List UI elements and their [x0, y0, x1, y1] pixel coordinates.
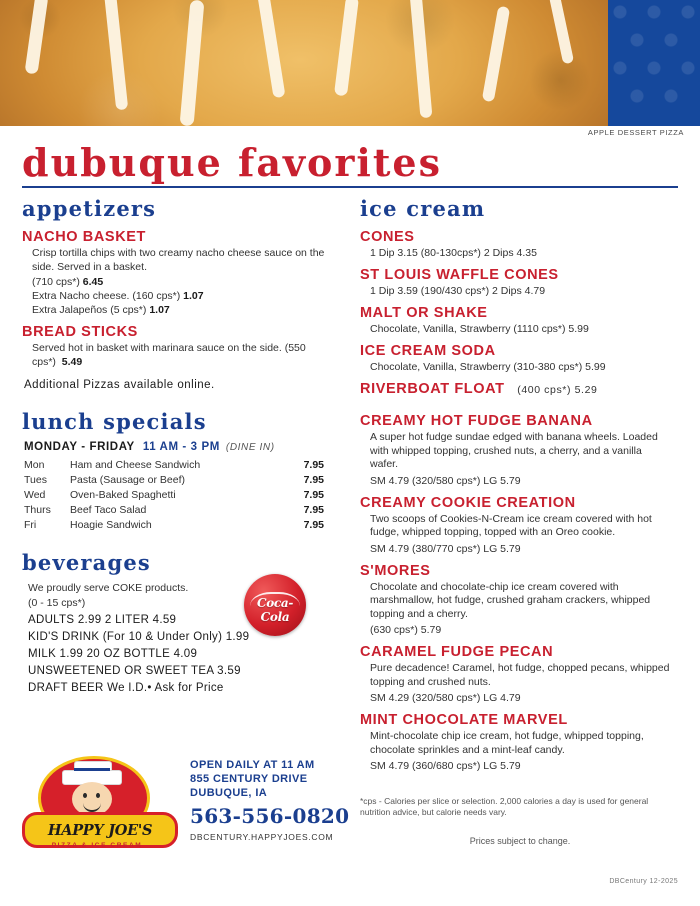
menu-item-smores: S'MORES	[360, 562, 431, 579]
store-city: DUBUQUE, IA	[190, 787, 268, 799]
calorie-footnote: *cps - Calories per slice or selection. 2,000 calories a day is used for general nutrition advice, but calorie needs vary.	[360, 796, 649, 817]
lunch-item: Oven-Baked Spaghetti	[70, 488, 176, 501]
mascot-eye-left	[83, 793, 87, 798]
table-row	[24, 502, 324, 517]
menu-item-description: Crisp tortilla chips with two creamy nacho cheese sauce on the side. Served in a basket.	[32, 247, 325, 273]
page-title: dubuque favorites	[22, 140, 442, 185]
lunch-price: 7.95	[303, 458, 324, 471]
section-appetizers-heading: appetizers	[22, 196, 157, 221]
right-column	[360, 196, 680, 772]
menu-item-riverboat-float	[360, 381, 680, 397]
price-line	[32, 276, 342, 288]
lunch-specials-table	[24, 457, 324, 532]
lunch-time: 11 AM - 3 PM	[142, 441, 220, 453]
menu-item-description: Pure decadence! Caramel, hot fudge, chopped pecans, whipped topping and crushed nuts.	[370, 662, 670, 688]
mascot-face	[72, 782, 112, 816]
section-lunch-heading: lunch specials	[22, 409, 207, 434]
lunch-day: Tues	[24, 473, 47, 486]
price-label: (710 cps*)	[32, 276, 83, 288]
title-divider	[22, 186, 678, 188]
mascot-eye-right	[96, 793, 100, 798]
store-phone[interactable]: 563-556-0820	[190, 804, 350, 828]
price-line: 1 Dip 3.15 (80-130cps*) 2 Dips 4.35	[370, 247, 537, 259]
lunch-day: Wed	[24, 488, 46, 501]
lunch-price: 7.95	[303, 503, 324, 516]
size-price-line: SM 4.79 (360/680 cps*) LG 5.79	[370, 760, 521, 772]
lunch-item: Ham and Cheese Sandwich	[70, 458, 201, 471]
lunch-item: Beef Taco Salad	[70, 503, 147, 516]
blue-pattern-panel	[608, 0, 700, 126]
lunch-price: 7.95	[303, 488, 324, 501]
size-price-line: SM 4.29 (320/580 cps*) LG 4.79	[370, 692, 521, 704]
price-line	[32, 290, 342, 302]
prices-subject-note: Prices subject to change.	[469, 836, 571, 846]
lunch-day: Fri	[24, 518, 37, 531]
store-hours: OPEN DAILY AT 11 AM	[190, 759, 315, 771]
hero-image	[0, 0, 700, 126]
price-line: 1 Dip 3.59 (190/430 cps*) 2 Dips 4.79	[370, 285, 546, 297]
chef-hat-band	[74, 768, 110, 771]
price-line: Chocolate, Vanilla, Strawberry (310-380 cps*) 5.99	[370, 361, 606, 373]
price-line: (400 cps*) 5.29	[517, 384, 598, 396]
menu-item-description: Mint-chocolate chip ice cream, hot fudge, whipped topping, chocolate sprinkles and a mint-leaf candy.	[370, 730, 644, 756]
section-ice-cream-heading: ice cream	[360, 196, 486, 221]
beverage-line: MILK 1.99 20 OZ BOTTLE 4.09	[28, 648, 198, 660]
photo-caption: APPLE DESSERT PIZZA	[587, 128, 684, 137]
menu-item-bread-sticks: BREAD STICKS	[22, 324, 138, 340]
price-value: 1.07	[183, 290, 204, 302]
store-street: 855 CENTURY DRIVE	[190, 773, 308, 785]
logo-name: HAPPY JOE'S	[47, 821, 153, 839]
beverage-line: DRAFT BEER We I.D.• Ask for Price	[28, 682, 224, 694]
menu-item-nacho-basket: NACHO BASKET	[22, 229, 147, 245]
price-value: 6.45	[82, 276, 104, 288]
lunch-day: Mon	[24, 458, 45, 471]
menu-item-description: Two scoops of Cookies-N-Cream ice cream covered with hot fudge, whipped topping, topped with an Oreo cookie.	[370, 512, 652, 538]
section-beverages-heading: beverages	[22, 550, 151, 575]
table-row	[24, 472, 324, 487]
lunch-price: 7.95	[303, 518, 324, 531]
size-price-line: SM 4.79 (320/580 cps*) LG 5.79	[370, 474, 521, 487]
menu-item-ice-cream-soda: ICE CREAM SODA	[360, 343, 496, 359]
lunch-days: MONDAY - FRIDAY	[24, 441, 135, 453]
beverage-line: UNSWEETENED OR SWEET TEA 3.59	[28, 665, 241, 677]
table-row	[24, 487, 324, 502]
beverage-line: KID'S DRINK (For 10 & Under Only) 1.99	[28, 631, 250, 643]
menu-item-creamy-cookie-creation: CREAMY COOKIE CREATION	[360, 494, 576, 511]
beverage-line: ADULTS 2.99 2 LITER 4.59	[28, 614, 177, 626]
menu-item-malt-or-shake: MALT OR SHAKE	[360, 305, 488, 321]
size-price-line: (630 cps*) 5.79	[370, 624, 442, 636]
table-row	[24, 457, 324, 472]
lunch-dine-in: (DINE IN)	[225, 442, 275, 453]
menu-item-mint-chocolate-marvel: MINT CHOCOLATE MARVEL	[360, 712, 568, 728]
size-price-line: SM 4.79 (380/770 cps*) LG 5.79	[370, 542, 521, 555]
mascot-smile	[83, 801, 101, 812]
beverages-cps: (0 - 15 cps*)	[28, 597, 86, 609]
price-label: Extra Nacho cheese. (160 cps*)	[32, 290, 184, 302]
lunch-item: Hoagie Sandwich	[70, 518, 152, 531]
store-info	[190, 758, 410, 842]
price-value: 1.07	[149, 304, 170, 316]
menu-item-description: A super hot fudge sundae edged with banana wheels. Loaded with whipped topping, crushed nuts, a cherry, and a vanilla wafer.	[370, 431, 658, 470]
lunch-day: Thurs	[24, 503, 51, 516]
lunch-item: Pasta (Sausage or Beef)	[70, 473, 185, 486]
price-line	[32, 304, 342, 316]
chef-mascot-icon	[66, 770, 116, 818]
menu-item-st-louis-waffle-cones: ST LOUIS WAFFLE CONES	[360, 267, 559, 283]
beverages-intro: We proudly serve COKE products.	[28, 582, 189, 594]
price-line: Chocolate, Vanilla, Strawberry (1110 cps*) 5.99	[370, 323, 589, 335]
menu-item-cones: CONES	[360, 229, 415, 245]
item-name: RIVERBOAT FLOAT	[360, 381, 505, 397]
store-website[interactable]: DBCENTURY.HAPPYJOES.COM	[190, 832, 334, 842]
online-pizzas-note: Additional Pizzas available online.	[24, 379, 215, 391]
document-code: DBCentury 12-2025	[609, 878, 678, 885]
description-text: Served hot in basket with marinara sauce on the side. (550 cps*)	[32, 342, 306, 368]
coca-cola-logo	[244, 574, 306, 636]
price-value: 5.49	[61, 355, 83, 368]
menu-item-description: Chocolate and chocolate-chip ice cream covered with marshmallow, hot fudge, crushed graham crackers, whipped topping and a cherry.	[370, 580, 651, 620]
menu-item-creamy-hot-fudge-banana: CREAMY HOT FUDGE BANANA	[360, 413, 593, 429]
menu-item-caramel-fudge-pecan: CARAMEL FUDGE PECAN	[360, 644, 554, 660]
happy-joes-logo	[22, 756, 172, 856]
menu-item-description	[32, 342, 332, 369]
table-row	[24, 517, 324, 532]
lunch-days-line	[24, 441, 342, 453]
coca-cola-label: Coca-Cola	[256, 596, 294, 624]
pizza-texture	[0, 0, 610, 126]
price-label: Extra Jalapeños (5 cps*)	[32, 304, 150, 316]
lunch-price: 7.95	[303, 473, 324, 486]
logo-tagline: PIZZA & ICE CREAM	[51, 842, 143, 849]
